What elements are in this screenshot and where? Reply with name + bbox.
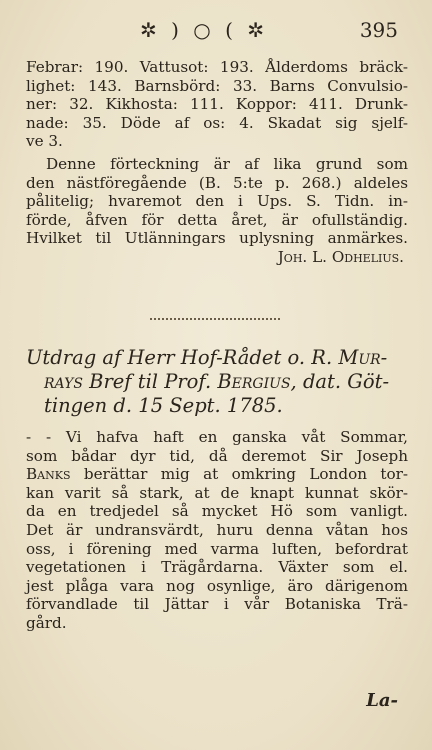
letter-line: som bådar dyr tid, då deremot Sir Joseph <box>26 446 408 465</box>
heading-name: Mur- <box>338 346 388 369</box>
letter-line: förvandlade til Jättar i vår Botaniska Trä- <box>26 595 408 614</box>
page-header <box>0 18 432 42</box>
heading-line-3: tingen d. 15 Sept. 1785. <box>44 394 283 417</box>
heading-text: Bref til Prof. <box>82 370 218 393</box>
letter-line: vegetationen i Trägårdarna. Växter som el. <box>26 558 408 577</box>
page-number: 395 <box>359 18 398 42</box>
heading-text: , dat. Göt- <box>290 370 390 393</box>
person-name: Banks <box>26 465 71 484</box>
heading-name: Bergius <box>217 370 291 393</box>
extract-heading <box>26 346 408 418</box>
note-line: Hvilket til Utlänningars uplysning anmärkes. <box>26 229 408 248</box>
stats-line: nade: 35. Döde af os: 4. Skadat sig sjelf- <box>26 113 408 132</box>
letter-line <box>26 465 408 484</box>
heading-text: Utdrag af Herr Hof-Rådet o. R. <box>26 346 339 369</box>
letter-text: berättar mig at omkring London tor- <box>70 465 408 484</box>
note-line: den nästföregående (B. 5:te p. 268.) aldeles <box>26 173 408 192</box>
note-line: Denne förteckning är af lika grund som <box>46 155 408 173</box>
note-line: pålitelig; hvaremot den i Ups. S. Tidn. in- <box>26 192 408 211</box>
signature: Joh. L. Odhelius. <box>277 247 404 266</box>
letter-line: oss, i förening med varma luften, befordrat <box>26 539 408 558</box>
header-ornament: ✲ ) ○ ( ✲ <box>140 18 269 42</box>
letter-line: jest plåga vara nog osynlige, äro därigenom <box>26 576 408 595</box>
letter-line: da en tredjedel så mycket Hö som vanligt. <box>26 502 408 521</box>
catchword: La- <box>366 690 398 711</box>
heading-line-1 <box>26 346 408 370</box>
mortality-statistics <box>26 58 408 151</box>
letter-line: Det är undransvärdt, huru denna våtan hos <box>26 520 408 539</box>
stats-line: ner: 32. Kikhosta: 111. Koppor: 411. Drunk- <box>26 95 408 114</box>
letter-line: - - Vi hafva haft en ganska våt Sommar, <box>26 428 408 446</box>
stats-line: Febrar: 190. Vattusot: 193. Ålderdoms bräck- <box>26 58 408 76</box>
stats-line: lighet: 143. Barnsbörd: 33. Barns Convulsio- <box>26 76 408 95</box>
note-line: förde, åfven för detta året, är ofullständig. <box>26 210 408 229</box>
letter-line: gård. <box>26 613 67 632</box>
heading-name: rays <box>44 370 83 393</box>
section-divider <box>150 318 280 320</box>
stats-line: ve 3. <box>26 132 63 151</box>
letter-line: kan varit så stark, at de knapt kunnat skör- <box>26 483 408 502</box>
note-paragraph <box>26 155 408 267</box>
letter-paragraph <box>26 428 408 633</box>
heading-line-2 <box>26 370 408 394</box>
